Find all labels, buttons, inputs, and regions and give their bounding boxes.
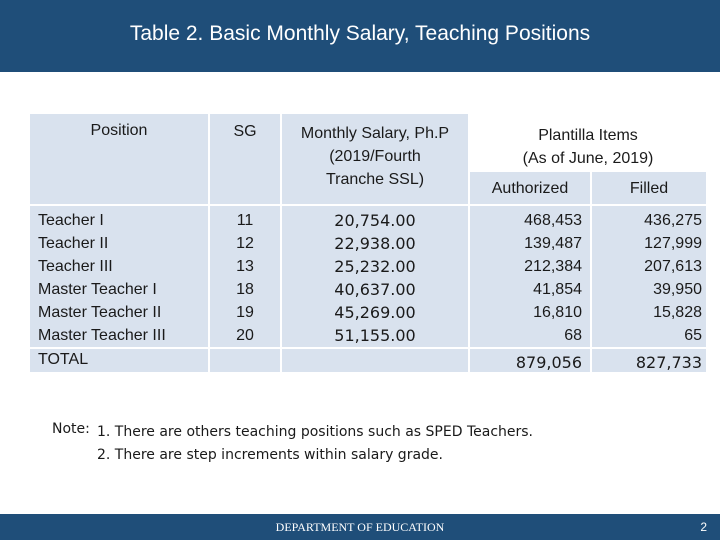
position-cell: Master Teacher I <box>38 281 157 298</box>
salary-cell: 22,938.00 <box>334 234 416 253</box>
salary-cell: 25,232.00 <box>334 257 416 276</box>
page-number: 2 <box>700 520 707 534</box>
header-salary-line: Monthly Salary, Ph.P <box>300 125 450 142</box>
authorized-cell: 468,453 <box>524 212 582 229</box>
salary-column <box>281 205 469 348</box>
sg-cell: 19 <box>236 304 254 321</box>
position-cell: Teacher II <box>38 235 109 252</box>
position-cell: Teacher I <box>38 212 104 229</box>
footer-text: DEPARTMENT OF EDUCATION <box>275 520 445 534</box>
filled-cell: 65 <box>684 327 702 344</box>
header-sg: SG <box>209 113 281 205</box>
filled-cell: 15,828 <box>653 304 702 321</box>
position-cell: Teacher III <box>38 258 113 275</box>
authorized-cell: 212,384 <box>524 258 582 275</box>
note-item: 1. There are others teaching positions such as SPED Teachers. <box>97 424 534 440</box>
filled-cell: 207,613 <box>644 258 702 275</box>
sg-cell: 12 <box>236 235 254 252</box>
header-plantilla-line: Plantilla Items <box>538 127 638 144</box>
salary-table <box>28 112 708 374</box>
filled-cell: 127,999 <box>644 235 702 252</box>
total-filled: 827,733 <box>591 348 707 373</box>
filled-column <box>591 205 707 348</box>
notes-list <box>97 421 533 467</box>
total-authorized: 879,056 <box>469 348 591 373</box>
sg-cell: 13 <box>236 258 254 275</box>
header-salary-line: (2019/Fourth <box>329 148 421 165</box>
total-sg-empty <box>209 348 281 373</box>
position-column <box>29 205 209 348</box>
filled-cell: 39,950 <box>653 281 702 298</box>
authorized-cell: 68 <box>564 327 582 344</box>
sg-cell: 18 <box>236 281 254 298</box>
total-label: TOTAL <box>29 348 209 373</box>
header-salary-line: Tranche SSL) <box>325 171 425 188</box>
header-filled: Filled <box>591 171 707 205</box>
position-cell: Master Teacher II <box>38 304 162 321</box>
sg-column <box>209 205 281 348</box>
authorized-cell: 16,810 <box>533 304 582 321</box>
salary-cell: 51,155.00 <box>334 326 416 345</box>
header-position: Position <box>29 113 209 205</box>
authorized-cell: 41,854 <box>533 281 582 298</box>
sg-cell: 11 <box>236 212 254 229</box>
note-item: 2. There are step increments within salary grade. <box>97 447 443 463</box>
header-salary <box>281 113 469 205</box>
salary-cell: 40,637.00 <box>334 280 416 299</box>
header-plantilla-line: (As of June, 2019) <box>522 150 654 167</box>
authorized-column <box>469 205 591 348</box>
position-cell: Master Teacher III <box>38 327 166 344</box>
header-plantilla <box>469 113 707 171</box>
sg-cell: 20 <box>236 327 254 344</box>
footer-bar <box>0 514 720 540</box>
slide-title: Table 2. Basic Monthly Salary, Teaching Positions <box>129 22 591 45</box>
title-bar <box>0 0 720 72</box>
filled-cell: 436,275 <box>644 212 702 229</box>
note-label: Note: <box>52 421 90 437</box>
salary-cell: 20,754.00 <box>334 211 416 230</box>
salary-cell: 45,269.00 <box>334 303 416 322</box>
total-salary-empty <box>281 348 469 373</box>
authorized-cell: 139,487 <box>524 235 582 252</box>
header-authorized: Authorized <box>469 171 591 205</box>
